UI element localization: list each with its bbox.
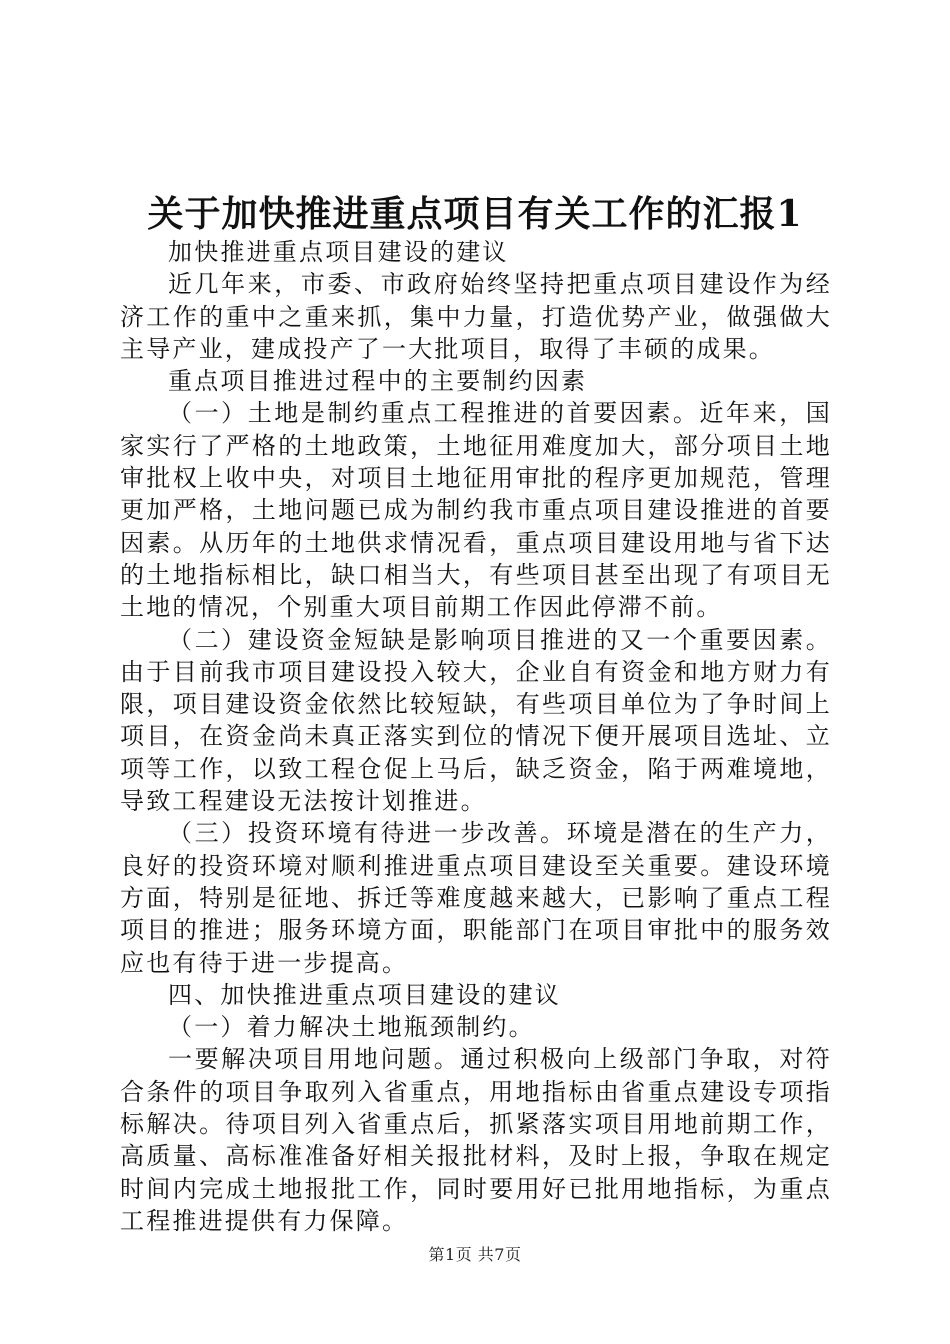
- paragraph-land-factor: （一）土地是制约重点工程推进的首要因素。近年来，国家实行了严格的土地政策，土地征用难度加大，部分项目土地审批权上收中央，对项目土地征用审批的程序更加规范，管理更加严格，土地问题已成为制约我市重点项目建设推进的首要因素。从历年的土地供求情况看，重点项目建设用地与省下达的土地指标相比，缺口相当大，有些项目甚至出现了有项目无土地的情况，个别重大项目前期工作因此停滞不前。: [120, 399, 832, 622]
- paragraph-subheading-land: （一）着力解决土地瓶颈制约。: [168, 1013, 535, 1042]
- paragraph-subtitle: 加快推进重点项目建设的建议: [168, 238, 509, 266]
- paragraph-heading-constraints: 重点项目推进过程中的主要制约因素: [168, 367, 588, 396]
- document-title: 关于加快推进重点项目有关工作的汇报1: [147, 193, 803, 235]
- paragraph-land-solution: 一要解决项目用地问题。通过积极向上级部门争取，对符合条件的项目争取列入省重点，用地指标由省重点建设专项指标解决。待项目列入省重点后，抓紧落实项目用地前期工作，高质量、高标准准备好相关报批材料，及时上报，争取在规定时间内完成土地报批工作，同时要用好已批用地指标，为重点工程推进提供有力保障。: [120, 1045, 832, 1235]
- paragraph-funding-factor: （二）建设资金短缺是影响项目推进的又一个重要因素。由于目前我市项目建设投入较大，企业自有资金和地方财力有限，项目建设资金依然比较短缺，有些项目单位为了争时间上项目，在资金尚未真正落实到位的情况下便开展项目选址、立项等工作，以致工程仓促上马后，缺乏资金，陷于两难境地，导致工程建设无法按计划推进。: [120, 625, 832, 816]
- page-number-footer: 第1页 共7页: [428, 1245, 522, 1264]
- paragraph-heading-suggestions: 四、加快推进重点项目建设的建议: [168, 980, 561, 1009]
- paragraph-intro: 近几年来，市委、市政府始终坚持把重点项目建设作为经济工作的重中之重来抓，集中力量，打造优势产业，做强做大主导产业，建成投产了一大批项目，取得了丰硕的成果。: [120, 270, 832, 363]
- document-body: [120, 236, 832, 1237]
- paragraph-environment-factor: （三）投资环境有待进一步改善。环境是潜在的生产力，良好的投资环境对顺利推进重点项目建设至关重要。建设环境方面，特别是征地、拆迁等难度越来越大，已影响了重点工程项目的推进；服务环境方面，职能部门在项目审批中的服务效应也有待于进一步提高。: [120, 819, 832, 977]
